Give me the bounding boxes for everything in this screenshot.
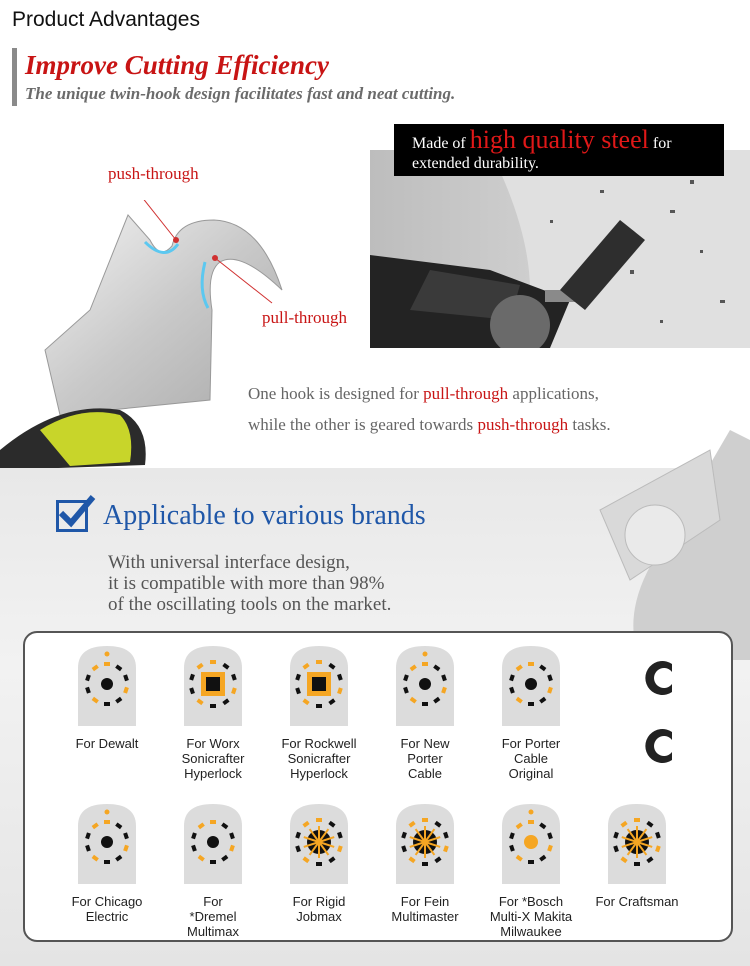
brand-cell <box>587 798 687 909</box>
cutting-photo <box>370 150 750 348</box>
brand-label-line: For Rockwell <box>281 736 357 751</box>
desc-2-post: tasks. <box>568 415 611 434</box>
brand-label-line: Multimax <box>186 924 239 939</box>
brand-label <box>57 894 157 924</box>
craftsman-interface-icon <box>594 798 680 886</box>
pull-through-label: pull-through <box>262 308 347 327</box>
accent-bar <box>12 48 17 106</box>
blade-decoration-image <box>560 430 750 660</box>
brand-label-line: For Porter <box>501 736 561 751</box>
brand-label-line: For *Bosch <box>498 894 564 909</box>
brand-cell <box>481 798 581 939</box>
desc-2-pre: while the other is geared towards <box>248 415 478 434</box>
page-title: Product Advantages <box>12 8 200 31</box>
worx-interface-icon <box>170 640 256 728</box>
brand-cell <box>375 798 475 924</box>
section-title: Improve Cutting Efficiency <box>25 50 329 80</box>
adapter-ring-icon <box>634 726 676 766</box>
brand-label-line: Multimaster <box>391 909 459 924</box>
checkmark-icon <box>56 500 88 532</box>
universal-line-3: of the oscillating tools on the market. <box>108 594 392 615</box>
desc-1-pre: One hook is designed for <box>248 384 424 403</box>
section-subtitle: The unique twin-hook design facilitates fast and neat cutting. <box>25 84 456 103</box>
hook-description <box>248 378 611 440</box>
rockwell-interface-icon <box>276 640 362 728</box>
brand-label-line: For <box>203 894 223 909</box>
porter-cable-original-interface-icon <box>488 640 574 728</box>
brand-label <box>481 736 581 781</box>
brand-cell <box>375 640 475 781</box>
dewalt-interface-icon <box>64 640 150 728</box>
brand-cell <box>57 798 157 924</box>
banner-text-pre: Made of <box>412 135 470 152</box>
adapter-ring-icon <box>634 658 676 698</box>
brand-label <box>375 736 475 781</box>
brand-label-line: Cable <box>408 766 442 781</box>
brand-cell <box>481 640 581 781</box>
brand-label <box>375 894 475 924</box>
brand-label <box>587 894 687 909</box>
brand-label <box>57 736 157 751</box>
brand-label <box>163 736 263 781</box>
brands-title: Applicable to various brands <box>103 500 426 531</box>
brand-label-line: Multi-X Makita <box>489 909 573 924</box>
steel-quality-banner <box>394 124 724 176</box>
banner-text-post: for <box>648 135 672 152</box>
universal-line-2: it is compatible with more than 98% <box>108 573 385 594</box>
brand-cell <box>269 798 369 924</box>
brand-cell <box>163 640 263 781</box>
brand-label-line: For Chicago <box>71 894 143 909</box>
brand-label-line: For Fein <box>400 894 450 909</box>
push-through-label: push-through <box>108 164 199 183</box>
brand-label-line: For Worx <box>186 736 240 751</box>
brand-label-line: *Dremel <box>189 909 237 924</box>
brand-label-line: Cable <box>514 751 548 766</box>
brand-label-line: For Craftsman <box>595 894 679 909</box>
brand-cell <box>57 640 157 751</box>
brand-label <box>163 894 263 939</box>
rigid-interface-icon <box>276 798 362 886</box>
brand-cell <box>163 798 263 939</box>
brand-label-line: For Rigid <box>292 894 346 909</box>
brand-label-line: Hyperlock <box>184 766 242 781</box>
brand-label-line: Hyperlock <box>290 766 348 781</box>
brand-label-line: For Dewalt <box>75 736 139 751</box>
chicago-electric-interface-icon <box>64 798 150 886</box>
brand-label-line: Jobmax <box>296 909 342 924</box>
brand-label-line: Electric <box>85 909 129 924</box>
fein-interface-icon <box>382 798 468 886</box>
desc-2-hl: push-through <box>477 415 569 434</box>
brand-label-line: Original <box>508 766 554 781</box>
brand-cell <box>269 640 369 781</box>
dremel-interface-icon <box>170 798 256 886</box>
universal-line-1: With universal interface design, <box>108 552 350 573</box>
brand-label-line: For New <box>400 736 450 751</box>
bosch-interface-icon <box>488 798 574 886</box>
desc-1-hl: pull-through <box>423 384 509 403</box>
brand-label <box>269 736 369 781</box>
desc-1-post: applications, <box>508 384 599 403</box>
banner-line2: extended durability. <box>412 155 539 172</box>
new-porter-cable-interface-icon <box>382 640 468 728</box>
brand-label-line: Milwaukee <box>500 924 562 939</box>
brand-label-line: Porter <box>407 751 443 766</box>
brand-label-line: Sonicrafter <box>181 751 245 766</box>
banner-highlight: high quality steel <box>469 125 649 154</box>
universal-interface-text <box>108 552 391 615</box>
brand-label-line: Sonicrafter <box>287 751 351 766</box>
brand-label <box>269 894 369 924</box>
brand-label <box>481 894 581 939</box>
